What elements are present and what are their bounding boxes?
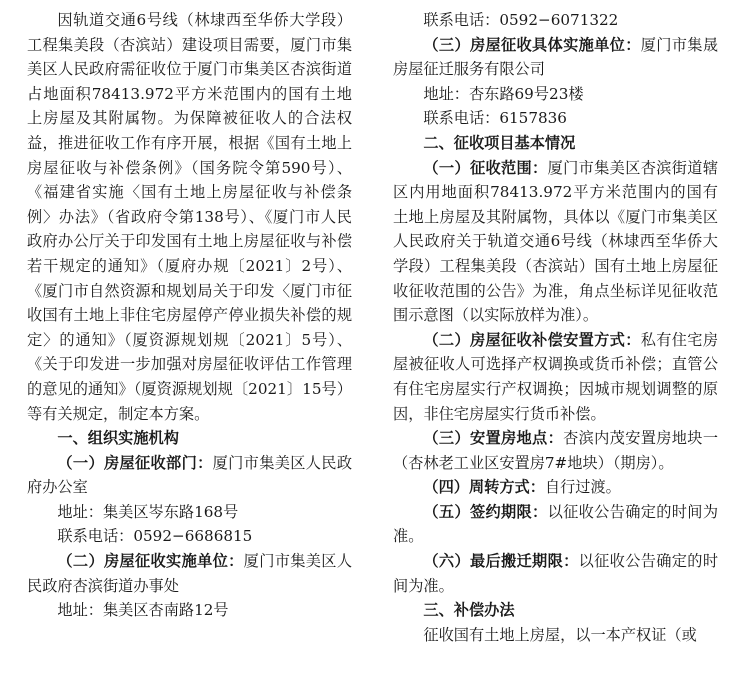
relocation-deadline <box>393 549 718 598</box>
site-value: 杏滨内茂安置房地块一（杏林老工业区安置房7#地块）（期房）。 <box>393 429 719 472</box>
signing-deadline <box>393 500 718 549</box>
dept-phone: 联系电话：0592−6686815 <box>57 527 253 546</box>
move-label: （六）最后搬迁期限： <box>423 552 579 571</box>
impl-label: （二）房屋征收实施单位： <box>57 552 244 571</box>
left-column <box>27 8 352 623</box>
section-2-title: 二、征收项目基本情况 <box>423 133 576 152</box>
compensation-method-text: 征收国有土地上房屋，以一本产权证（或 <box>423 625 697 644</box>
exec-address: 地址：杏东路69号23楼 <box>423 84 584 103</box>
comp-value: 私有住宅房屋被征收人可选择产权调换或货币补偿；直管公有住宅房屋实行产权调换；因城市规划调整的原因，非住宅房屋实行货币补偿。 <box>393 330 718 423</box>
dept-address: 地址：集美区岑东路168号 <box>57 502 239 521</box>
turn-value: 自行过渡。 <box>544 478 621 497</box>
turn-label: （四）周转方式： <box>423 478 545 497</box>
right-column <box>393 8 718 647</box>
move-value: 以征收公告确定的时间为准。 <box>393 552 718 595</box>
sign-value: 以征收公告确定的时间为准。 <box>393 502 718 546</box>
impl-address: 地址：集美区杏南路12号 <box>57 601 229 620</box>
resettlement-site <box>393 426 718 475</box>
exec-value: 厦门市集晟房屋征迁服务有限公司 <box>393 35 718 79</box>
exec-label: （三）房屋征收具体实施单位： <box>423 35 641 54</box>
dept-label: （一）房屋征收部门： <box>57 453 213 472</box>
expropriation-scope <box>393 156 718 328</box>
dept-value: 厦门市集美区人民政府办公室 <box>27 453 352 497</box>
impl-phone: 联系电话：0592−6071322 <box>423 11 619 29</box>
specific-implementation-unit <box>393 33 718 82</box>
intro-paragraph: 因轨道交通6号线（林埭西至华侨大学段）工程集美段（杏滨站）建设项目需要，厦门市集美区人民政府需征收位于厦门市集美区杏滨街道占地面积78413.972平方米范围内的国有土地上房屋及其附属物。为保障被征收人的合法权益，推进征收工作有序开展，根据《国有土地上房屋征收与补偿条例》（国务院令第590号）、《福建省实施〈国有土地上房屋征收与补偿条例〉办法》（省政府令第138号）、《厦门市人民政府办公厅关于印发国有土地上房屋征收与补偿若干规定的通知》（厦府办规〔2021〕2号）、《厦门市自然资源和规划局关于印发〈厦门市征收国有土地上非住宅房屋停产停业损失补偿的规定〉的通知》（厦资源规划规〔2021〕5号）、《关于印发进一步加强对房屋征收评估工作管理的意见的通知》（厦资源规划规〔2021〕15号）等有关规定，制定本方案。 <box>27 11 352 423</box>
section-1-title: 一、组织实施机构 <box>57 429 179 448</box>
exec-phone: 联系电话：6157836 <box>423 109 567 128</box>
scope-value: 厦门市集美区杏滨街道辖区内用地面积78413.972平方米范围内的国有土地上房屋及其附属物，具体以《厦门市集美区人民政府关于轨道交通6号线（林埭西至华侨大学段）工程集美段（杏滨站）国有土地上房屋征收征收范围的公告》为准，角点坐标详见征收范围示意图（以实际放样为准）。 <box>393 158 718 325</box>
comp-label: （二）房屋征收补偿安置方式： <box>423 330 641 349</box>
scope-label: （一）征收范围： <box>423 158 548 177</box>
section-3-title: 三、补偿办法 <box>423 601 515 620</box>
site-label: （三）安置房地点： <box>423 429 564 448</box>
expropriation-department <box>27 451 352 500</box>
compensation-method <box>393 328 718 426</box>
sign-label: （五）签约期限： <box>423 502 548 521</box>
turnover-method <box>393 475 718 500</box>
impl-value: 厦门市集美区人民政府杏滨街道办事处 <box>27 552 352 595</box>
implementation-unit <box>27 549 352 598</box>
